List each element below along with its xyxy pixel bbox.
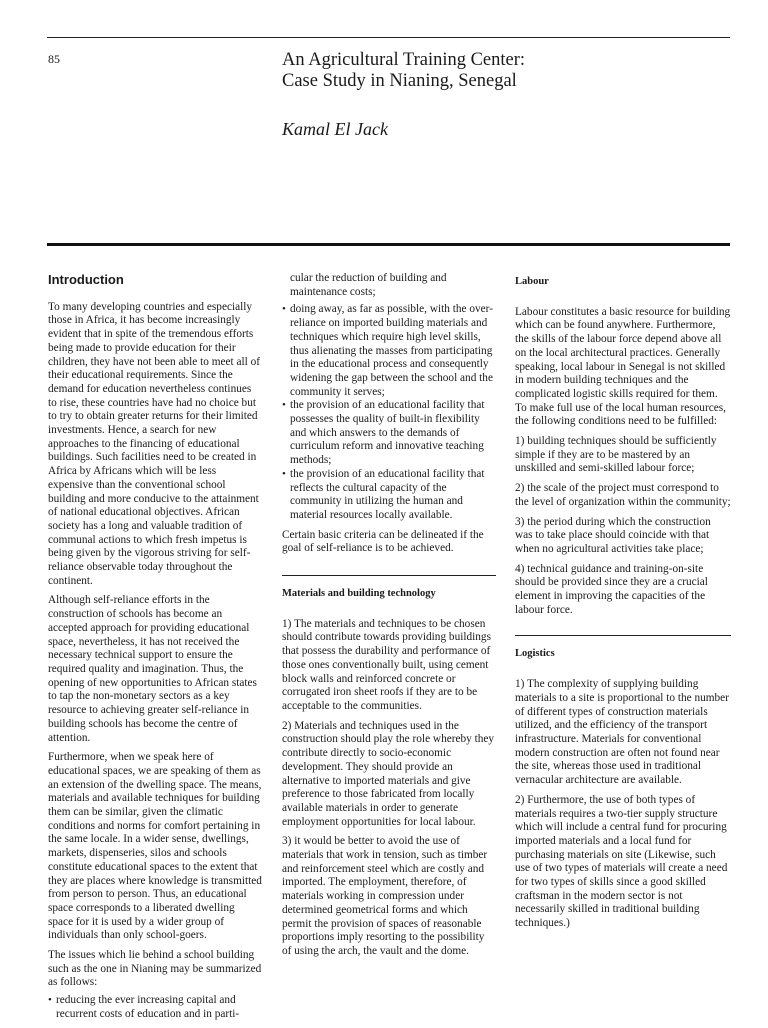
header-thick-rule	[47, 243, 730, 246]
intro-paragraph-2: Although self-reliance efforts in the construction of schools has become an accepted approach for providing educational space, nevertheless, it has not received the necessary technical support to ensure the required quality and imagination. Thus, the opening of new opportunities to African states to tap the non-monetary sectors as a key resource to achieving greater self-reliance in building schools has become the centre of attention.	[48, 594, 257, 744]
title-block	[282, 50, 722, 140]
column-3	[515, 272, 731, 937]
intro-paragraph-4: The issues which lie behind a school building such as the one in Nianing may be summarized as follows:	[48, 949, 262, 989]
issue-item: • the provision of an educational facility that reflects the cultural capacity of the community in utilizing the human and material resources locally available.	[282, 468, 496, 523]
labour-item-2: 2) the scale of the project must correspond to the level of organization within the community;	[515, 482, 731, 508]
column-1	[48, 272, 262, 1028]
section-rule	[282, 575, 496, 576]
labour-heading: Labour	[515, 276, 549, 287]
materials-heading: Materials and building technology	[282, 588, 436, 600]
issues-list-continued	[282, 303, 496, 522]
issue-item: • doing away, as far as possible, with the over-reliance on imported building materials and techniques which require high level skills, thus alienating the masses from participating in the educational process and consequently widening the gap between the school and the community it serves;	[282, 303, 496, 399]
author-name: Kamal El Jack	[282, 119, 388, 139]
issue-item: • reducing the ever increasing capital and recurrent costs of education and in parti-	[48, 994, 262, 1021]
materials-item-3: 3) it would be better to avoid the use of materials that work in tension, such as timber and reinforcement steel which are costly and imported. The employment, therefore, of materials working in compression under determined geometrical forms and which permit the provision of spaces of reasonable proportions imply resorting to the possibility of using the arch, the vault and the dome.	[282, 835, 488, 957]
section-rule	[515, 635, 731, 636]
article-title-line-1: An Agricultural Training Center:	[282, 50, 526, 70]
issue-item: • the provision of an educational facility that possesses the quality of built-in flexibility and which answers to the demands of curriculum reform and innovative teaching methods;	[282, 399, 496, 468]
criteria-paragraph: Certain basic criteria can be delineated if the goal of self-reliance is to be achieved.	[282, 528, 484, 555]
labour-paragraph: Labour constitutes a basic resource for building which can be found anywhere. Furthermore, the skills of the labour force depend above all on the local architectural practices. Generally speaking, local labour in Senegal is not skilled in modern building techniques and the complicated logistic skills required for them. To make full use of the local human resources, the following conditions need to be fulfilled:	[515, 305, 731, 428]
labour-item-1: 1) building techniques should be sufficiently simple if they are to be mastered by an unskilled and semi-skilled labour force;	[515, 435, 717, 475]
issues-list	[48, 994, 262, 1021]
materials-item-1: 1) The materials and techniques to be chosen should contribute towards providing buildings that possess the durability and performance of those ones conventionally built, using cement block walls and reinforced concrete or corrugated iron sheet roofs if they are to be acceptable to the communities.	[282, 617, 491, 712]
labour-item-3: 3) the period during which the construction was to take place should coincide with that when no agricultural activities take place;	[515, 515, 711, 555]
logistics-item-2: 2) Furthermore, the use of both types of materials requires a two-tier supply structure which will include a central fund for procuring imported materials and a local fund for purchasing materials on site (Likewise, such use of two types of materials will create a need for two types of skills since a good skilled craftsman in the modern sector is not necessarily skilled in traditional building techniques.)	[515, 793, 728, 930]
issue-continuation: cular the reduction of building and maintenance costs;	[290, 272, 447, 298]
top-rule	[47, 37, 730, 38]
logistics-item-1: 1) The complexity of supplying building materials to a site is proportional to the number of different types of construction materials utilized, and the efficiency of the transport infrastructure. Materials for conventional modern construction are often not found near the site, whereas those used in traditional vernacular architecture are available.	[515, 678, 729, 787]
materials-item-2: 2) Materials and techniques used in the construction should play the role whereby they contribute directly to socio-economic development. They should provide an alternative to imported materials and give preference to those fabricated from locally available materials in order to generate employment opportunities for local labour.	[282, 719, 495, 828]
labour-item-4: 4) technical guidance and training-on-site should be provided since they are a crucial element in improving the capacities of the labour force.	[515, 562, 708, 616]
column-2	[282, 272, 496, 965]
intro-paragraph-3: Furthermore, when we speak here of educational spaces, we are speaking of them as an extension of the dwelling space. The means, materials and available techniques for building them can be similar, given the climatic conditions and norms for comfort pertaining in the same locale. In a wider sense, dwellings, markets, dispenseries, silos and schools constitute educational spaces to the extent that they are places where knowledge is transmitted from person to person. Thus, an educational space corresponds to a liberated dwelling space for it is used by a wider group of individuals than only school-goers.	[48, 751, 262, 942]
article-title-line-2: Case Study in Nianing, Senegal	[282, 71, 517, 91]
logistics-heading: Logistics	[515, 648, 555, 660]
page-number: 85	[48, 52, 60, 66]
intro-paragraph-1: To many developing countries and especially those in Africa, it has become increasingly evident that in spite of the tremendous efforts being made to provide education for their children, they have not been able to meet all of their educational requirements. Since the demand for education nevertheless continues to rise, these countries have had no choice but to try to obtain greater returns for their limited investments. Hence, a search for new approaches to the financing of educational buildings. Such facilities need to be created in Africa by Africans which will be less expensive than the conventional school building and more conducive to the attainment of national educational objectives. African society has a long and valuable tradition of communal actions to which fresh impetus is being given by the vigorous striving for self-reliance observable today throughout the continent.	[48, 300, 261, 587]
introduction-heading: Introduction	[48, 272, 124, 287]
